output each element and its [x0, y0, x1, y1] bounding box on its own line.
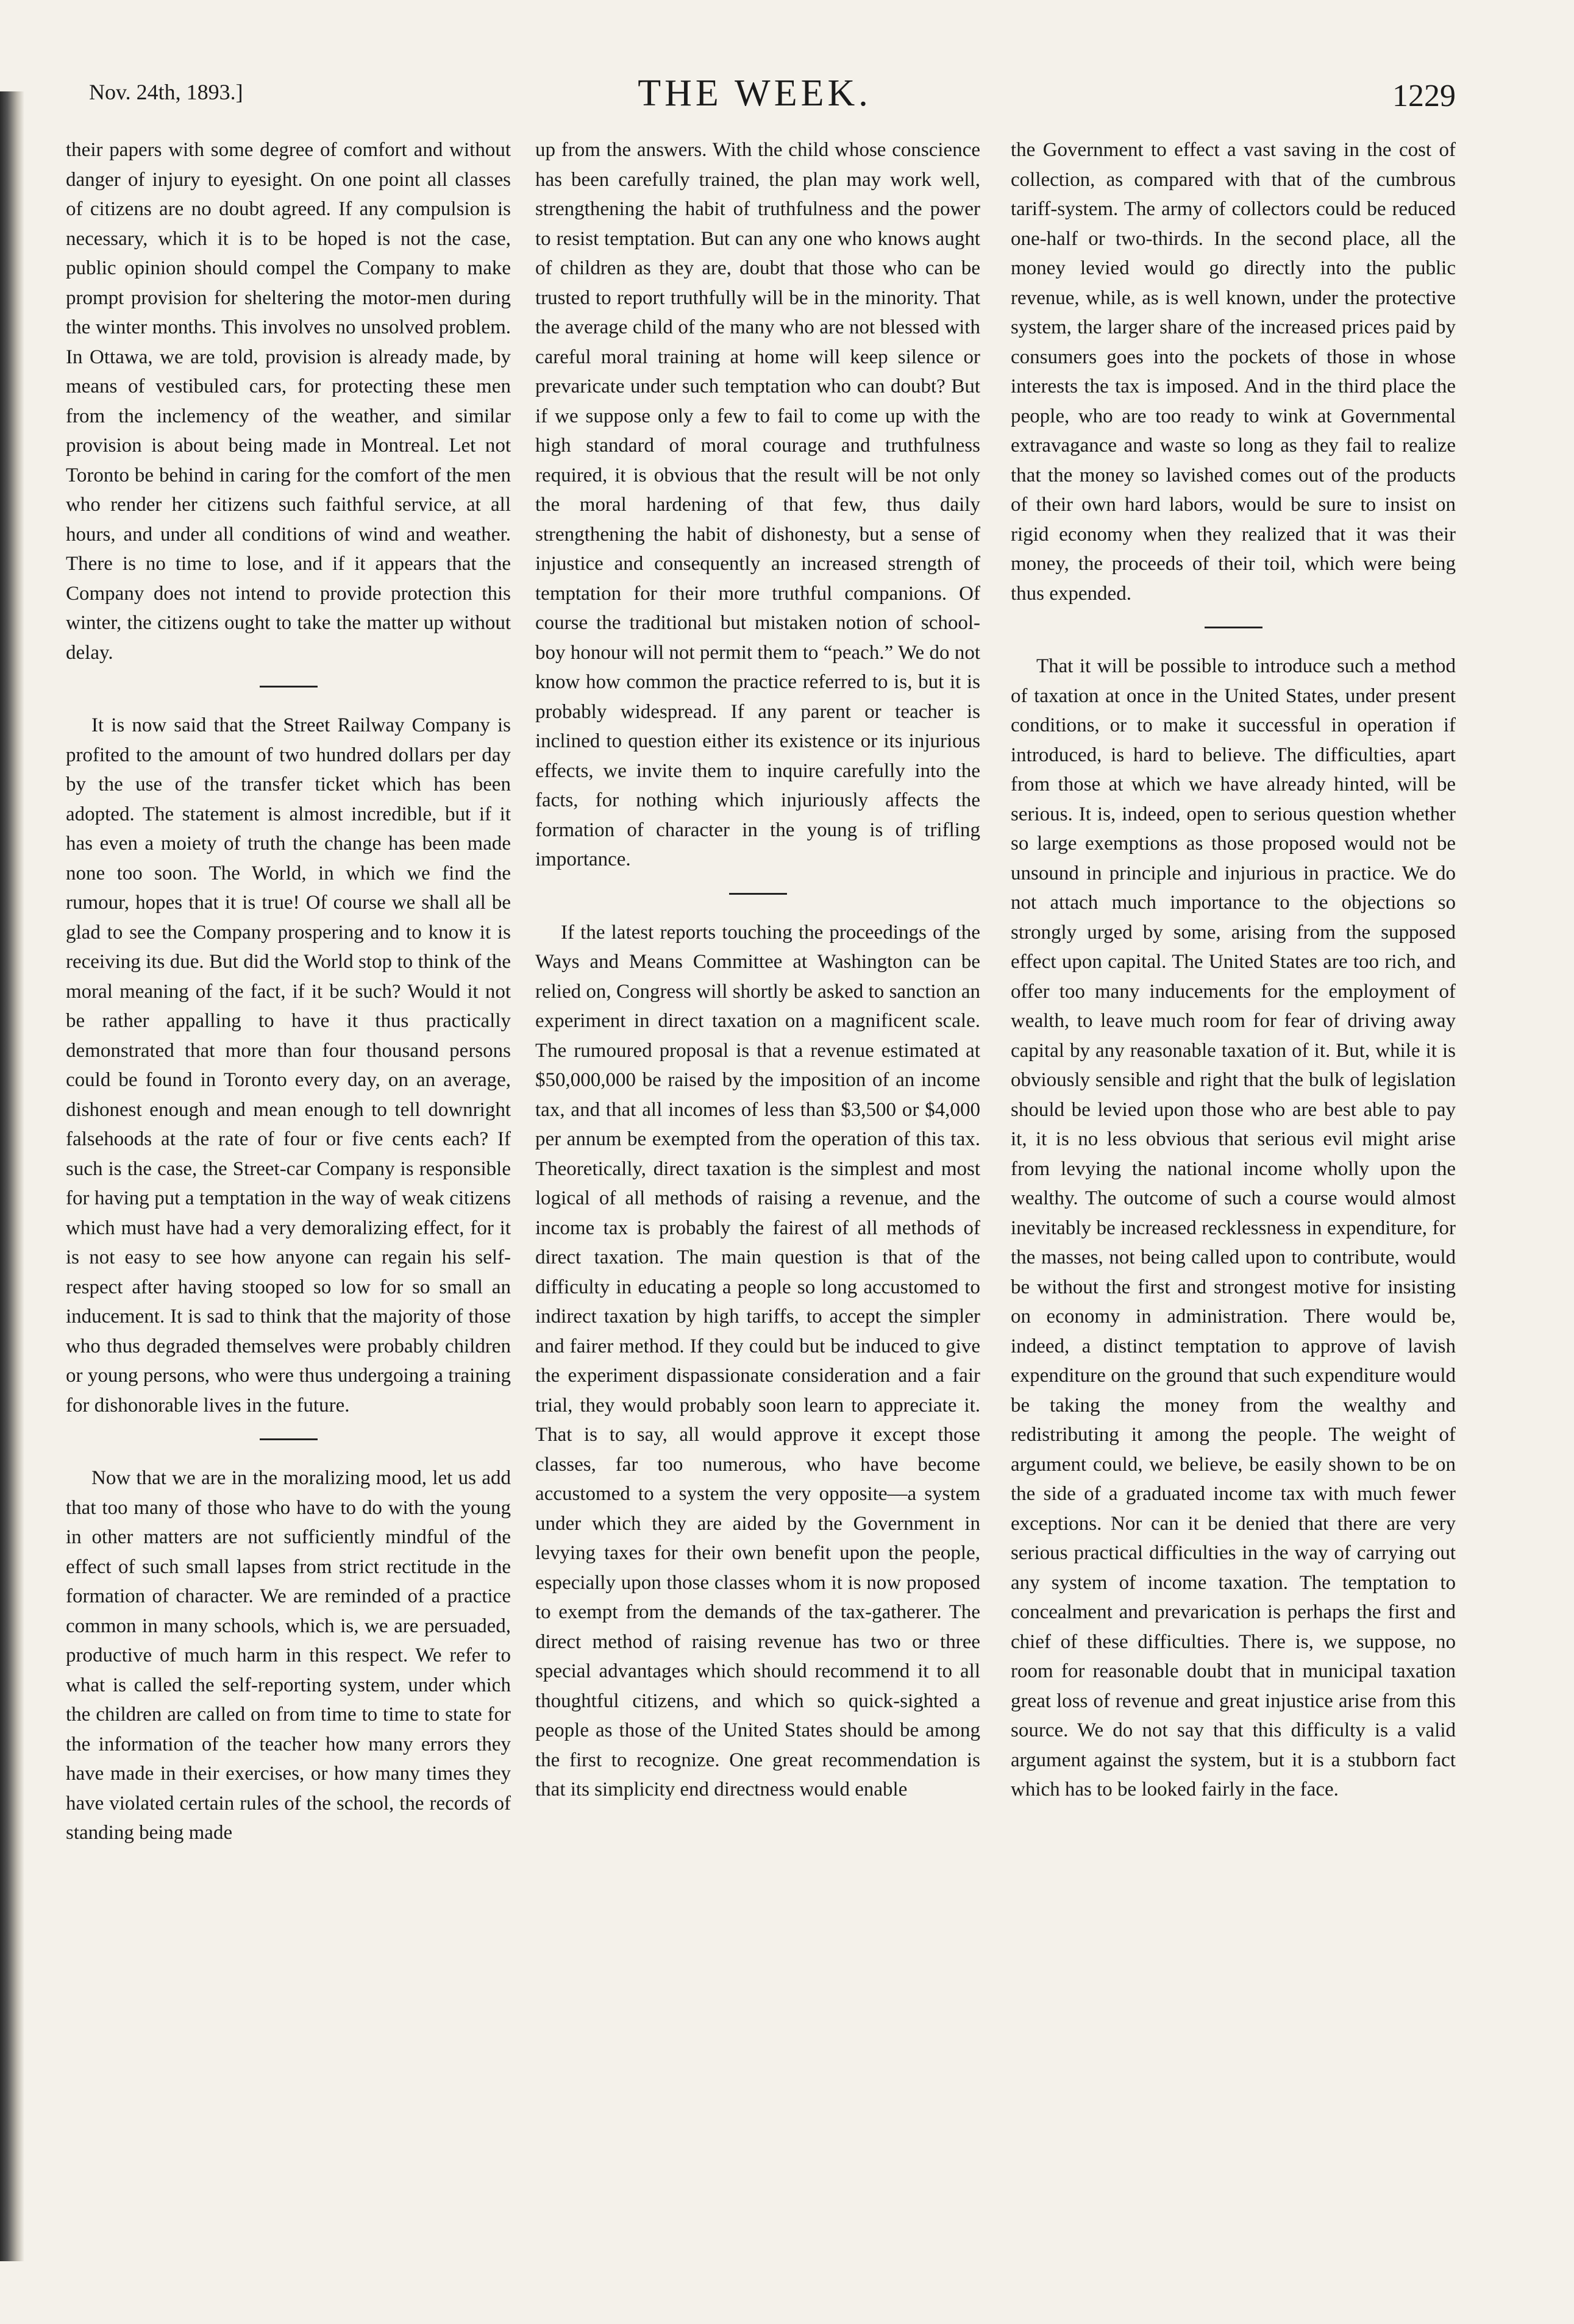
column-2: [535, 135, 980, 1805]
article-paragraph: their papers with some degree of comfort and without danger of injury to eyesight. On one point all classes of citizens are no doubt agreed. If any compulsion is necessary, which it is to be hoped is not the case, public opinion should compel the Company to make prompt provision for sheltering the motor-men during the winter months. This involves no unsolved problem. In Ottawa, we are told, provision is already made, by means of vestibuled cars, for protecting these men from the inclemency of the weather, and similar provision is about being made in Montreal. Let not Toronto be behind in caring for the comfort of the men who render her citizens such faithful service, at all hours, and under all conditions of wind and weather. There is no time to lose, and if it appears that the Company does not intend to provide protection this winter, the citizens ought to take the matter up without delay.: [66, 139, 511, 664]
article-paragraph: Now that we are in the moralizing mood, let us add that too many of those who have to do with the young in other matters are not sufficiently mindful of the effect of such small lapses from strict rectitude in the formation of character. We are reminded of a practice common in many schools, which is, we are persuaded, productive of much harm in this respect. We refer to what is called the self-reporting system, under which the children are called on from time to time to state for the information of the teacher how many errors they have made in their exercises, or how many times they have violated certain rules of the school, the records of standing being made: [66, 1467, 511, 1844]
column-3: [1011, 135, 1456, 1805]
section-divider: [1205, 627, 1262, 628]
column-1: [66, 135, 511, 1848]
page-header: [54, 72, 1456, 127]
section-divider: [260, 686, 318, 688]
page-number: 1229: [1392, 79, 1456, 113]
issue-date: Nov. 24th, 1893.]: [89, 80, 243, 104]
article-paragraph: If the latest reports touching the proceedings of the Ways and Means Committee at Washington can be relied on, Congress will shortly be asked to sanction an experiment in direct taxation on a magnificent scale. The rumoured proposal is that a revenue estimated at $50,000,000 be raised by the imposition of an income tax, and that all incomes of less than $3,500 or $4,000 per annum be exempted from the operation of this tax. Theoretically, direct taxation is the simplest and most logical of all methods of raising a revenue, and the income tax is probably the fairest of all methods of direct taxation. The main question is that of the difficulty in educating a people so long accustomed to indirect taxation by high tariffs, to accept the simpler and fairer method. If they could but be induced to give the experiment dispassionate consideration and a fair trial, they would probably soon learn to appreciate it. That is to say, all would approve it except those classes, far too numerous, who have become accustomed to a system the very opposite—a system under which they are aided by the Government in levying taxes for their own benefit upon the people, especially upon those classes whom it is now proposed to exempt from the demands of the tax-gatherer. The direct method of raising revenue has two or three special advantages which should recommend it to all thoughtful citizens, and which so quick-sighted a people as those of the United States should be among the first to recognize. One great recommendation is that its simplicity end directness would enable: [535, 921, 980, 1800]
article-paragraph: the Government to effect a vast saving in the cost of collection, as compared with that of the cumbrous tariff-system. The army of collectors could be reduced one-half or two-thirds. In the second place, all the money levied would go directly into the public revenue, while, as is well known, under the protective system, the larger share of the increased prices paid by consumers goes into the pockets of those in whose interests the tax is imposed. And in the third place the people, who are too ready to wink at Governmental extravagance and waste so long as they fail to realize that the money so lavished comes out of the products of their own hard labors, would be sure to insist on rigid economy when they realized that it was their money, the proceeds of their toil, which were being thus expended.: [1011, 139, 1456, 605]
article-paragraph: That it will be possible to introduce such a method of taxation at once in the United States, under present conditions, or to make it successful in operation if introduced, is hard to believe. The difficulties, apart from those at which we have already hinted, will be serious. It is, indeed, open to serious question whether so large exemptions as those proposed would not be unsound in principle and injurious in practice. We do not attach much importance to the objections so strongly urged by some, arising from the supposed effect upon capital. The United States are too rich, and offer too many inducements for the employment of wealth, to leave much room for fear of driving away capital by any reasonable taxation of it. But, while it is obviously sensible and right that the bulk of legislation should be levied upon those who are best able to pay it, it is no less obvious that serious evil might arise from levying the national income wholly upon the wealthy. The outcome of such a course would almost inevitably be increased recklessness in expenditure, for the masses, not being called upon to contribute, would be without the first and strongest motive for insisting on economy in administration. There would be, indeed, a distinct temptation to approve of lavish expenditure on the ground that such expenditure would be taking the money from the wealthy and redistributing it among the people. The weight of argument could, we believe, be easily shown to be on the side of a graduated income tax with much fewer exceptions. Nor can it be denied that there are very serious practical difficulties in the way of carrying out any system of income taxation. The temptation to concealment and prevarication is perhaps the first and chief of these difficulties. There is, we suppose, no room for reasonable doubt that in municipal taxation great loss of revenue and great injustice arise from this source. We do not say that this difficulty is a valid argument against the system, but it is a stubborn fact which has to be looked fairly in the face.: [1011, 655, 1456, 1800]
article-paragraph: It is now said that the Street Railway Company is profited to the amount of two hundred dollars per day by the use of the transfer ticket which has been adopted. The statement is almost incredible, but if it has even a moiety of truth the change has been made none too soon. The World, in which we find the rumour, hopes that it is true! Of course we shall all be glad to see the Company prospering and to know it is receiving its due. But did the World stop to think of the moral meaning of the fact, if it be such? Would it not be rather appalling to have it thus practically demonstrated that more than four thousand persons could be found in Toronto every day, on an average, dishonest enough and mean enough to tell downright falsehoods at the rate of four or five cents each? If such is the case, the Street-car Company is responsible for having put a temptation in the way of weak citizens which must have had a very demoralizing effect, for it is not easy to see how anyone can regain his self-respect after having stooped so low for so small an inducement. It is sad to think that the majority of those who thus degraded themselves were probably children or young persons, who were thus undergoing a training for dishonorable lives in the future.: [66, 714, 511, 1416]
publication-title: THE WEEK.: [638, 73, 872, 114]
article-paragraph: up from the answers. With the child whose conscience has been carefully trained, the plan may work well, strengthening the habit of truthfulness and the power to resist temptation. But can any one who knows aught of children as they are, doubt that those who can be trusted to report truthfully will be in the minority. That the average child of the many who are not blessed with careful moral training at home will keep silence or prevaricate under such temptation who can doubt? But if we suppose only a few to fail to come up with the high standard of moral courage and truthfulness required, it is obvious that the result will be not only the moral hardening of that few, thus daily strengthening the habit of dishonesty, but a sense of injustice and consequently an increased strength of temptation for their more truthful companions. Of course the traditional but mistaken notion of school-boy honour will not permit them to “peach.” We do not know how common the practice referred to is, but it is probably widespread. If any parent or teacher is inclined to question either its existence or its injurious effects, we invite them to inquire carefully into the facts, for nothing which injuriously affects the formation of character in the young is of trifling importance.: [535, 139, 980, 870]
section-divider: [260, 1438, 318, 1440]
section-divider: [729, 893, 787, 895]
binding-gutter: [0, 91, 24, 2261]
